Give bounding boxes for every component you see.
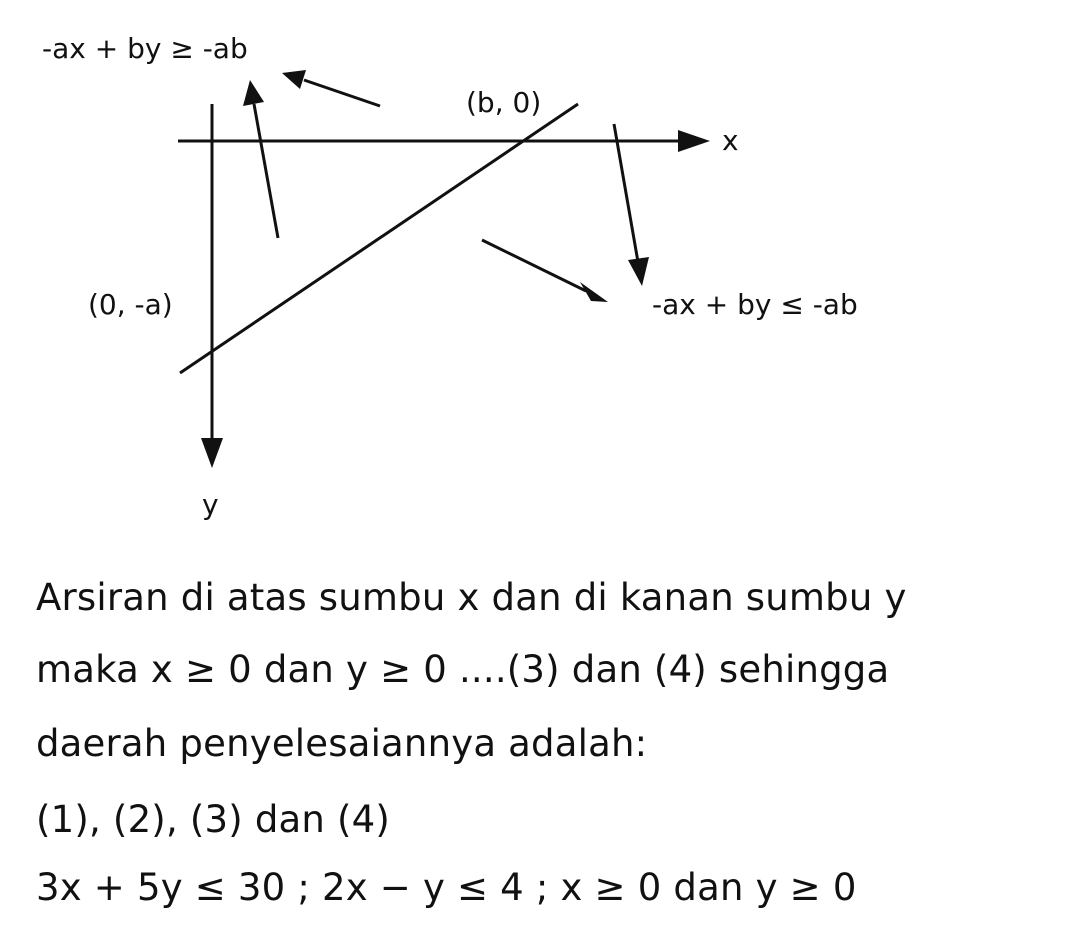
y-axis-label: y [202, 488, 219, 521]
arrow-upleft-shaft [304, 80, 380, 106]
point-a-label: (0, -a) [88, 288, 173, 321]
point-b-label: (b, 0) [466, 86, 542, 119]
arrow-down-shaft [614, 124, 638, 262]
x-axis-label: x [722, 124, 739, 157]
explanation-line-1: Arsiran di atas sumbu x dan di kanan sumbu y [36, 576, 907, 619]
y-axis-arrowhead [201, 438, 223, 468]
arrow-up-head [243, 80, 264, 106]
arrow-up-shaft [254, 104, 278, 238]
arrow-upleft-head [282, 70, 306, 89]
lower-inequality-label: -ax + by ≤ -ab [652, 288, 858, 321]
arrow-downright-head [580, 282, 608, 302]
arrow-downright-shaft [482, 240, 586, 291]
upper-inequality-label: -ax + by ≥ -ab [42, 32, 248, 65]
explanation-line-5: 3x + 5y ≤ 30 ; 2x − y ≤ 4 ; x ≥ 0 dan y ≥ 0 [36, 866, 857, 909]
arrow-down-head [628, 257, 649, 286]
explanation-line-2: maka x ≥ 0 dan y ≥ 0 ....(3) dan (4) sehingga [36, 648, 890, 691]
x-axis-arrowhead [678, 130, 710, 152]
explanation-line-4: (1), (2), (3) dan (4) [36, 798, 391, 841]
boundary-line [180, 104, 578, 373]
explanation-line-3: daerah penyelesaiannya adalah: [36, 722, 648, 765]
